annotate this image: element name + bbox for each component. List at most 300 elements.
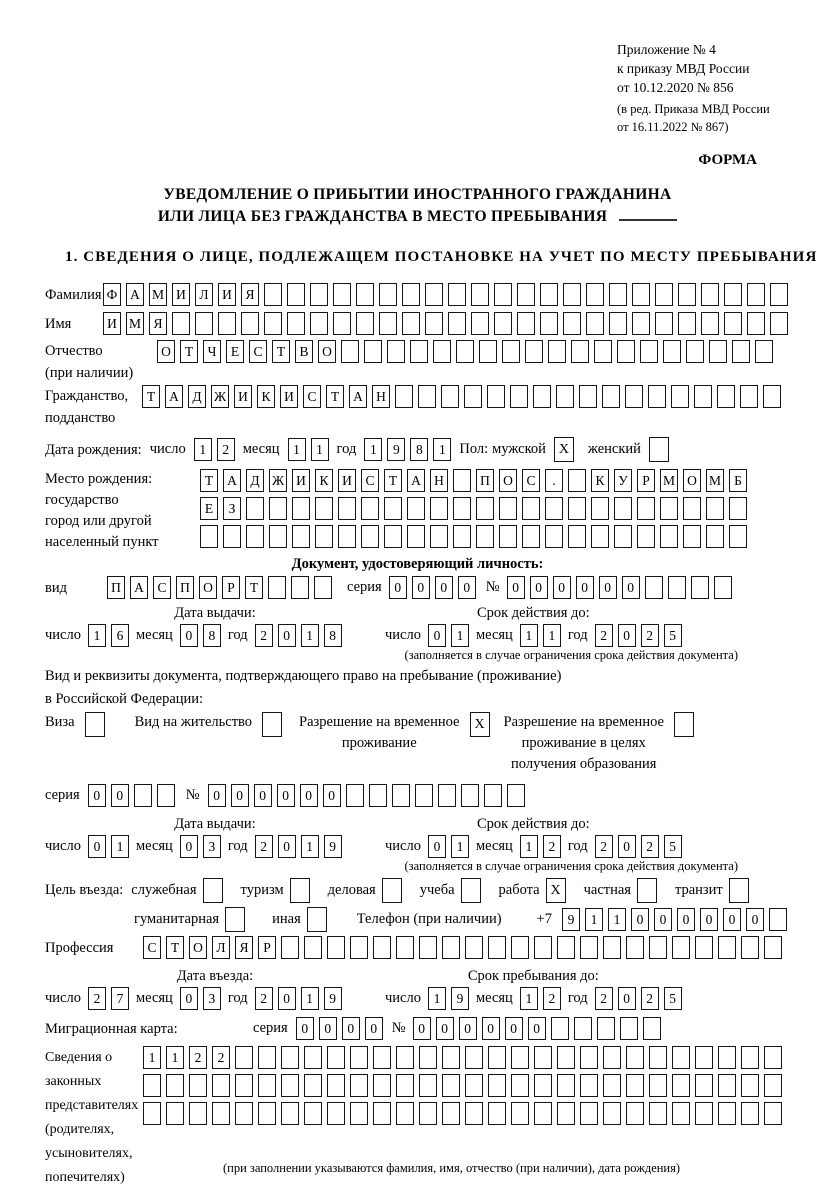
purpose-tourism-checkbox[interactable] [290, 878, 310, 903]
char-cell[interactable] [333, 283, 351, 306]
char-cell[interactable] [487, 385, 505, 408]
char-cell[interactable]: 0 [507, 576, 525, 599]
char-cell[interactable]: Ж [211, 385, 229, 408]
char-cell[interactable] [614, 525, 632, 548]
char-cell[interactable] [741, 936, 759, 959]
checkbox-cell[interactable]: X [546, 878, 566, 903]
char-cell[interactable]: Л [212, 936, 230, 959]
char-cell[interactable]: 1 [543, 624, 561, 647]
checkbox-cell[interactable]: X [554, 437, 574, 462]
char-cell[interactable] [258, 1102, 276, 1125]
char-cell[interactable] [507, 784, 525, 807]
purpose-humanitarian-checkbox[interactable] [225, 907, 245, 932]
char-cell[interactable]: 0 [576, 576, 594, 599]
char-cell[interactable] [586, 283, 604, 306]
char-cell[interactable] [540, 283, 558, 306]
char-cell[interactable]: В [295, 340, 313, 363]
char-cell[interactable] [461, 784, 479, 807]
char-cell[interactable] [511, 1074, 529, 1097]
char-cell[interactable]: 1 [433, 438, 451, 461]
residence-permit-checkbox[interactable] [262, 712, 282, 737]
char-cell[interactable]: 0 [296, 1017, 314, 1040]
char-cell[interactable] [438, 784, 456, 807]
char-cell[interactable] [310, 283, 328, 306]
char-cell[interactable]: И [234, 385, 252, 408]
doc-issue-day[interactable] [88, 624, 129, 647]
checkbox-cell[interactable] [382, 878, 402, 903]
char-cell[interactable] [350, 936, 368, 959]
char-cell[interactable] [396, 1102, 414, 1125]
char-cell[interactable]: О [499, 469, 517, 492]
char-cell[interactable] [281, 1046, 299, 1069]
char-cell[interactable] [269, 497, 287, 520]
char-cell[interactable] [626, 1074, 644, 1097]
char-cell[interactable] [620, 1017, 638, 1040]
char-cell[interactable]: И [280, 385, 298, 408]
purpose-official-checkbox[interactable] [203, 878, 223, 903]
char-cell[interactable] [668, 576, 686, 599]
char-cell[interactable] [591, 497, 609, 520]
char-cell[interactable]: Е [226, 340, 244, 363]
char-cell[interactable] [471, 312, 489, 335]
char-cell[interactable]: 1 [288, 438, 306, 461]
char-cell[interactable] [574, 1017, 592, 1040]
char-cell[interactable]: 0 [319, 1017, 337, 1040]
char-cell[interactable]: 1 [194, 438, 212, 461]
char-cell[interactable] [557, 936, 575, 959]
char-cell[interactable]: Д [246, 469, 264, 492]
checkbox-cell[interactable] [729, 878, 749, 903]
char-cell[interactable] [706, 497, 724, 520]
char-cell[interactable] [660, 497, 678, 520]
char-cell[interactable]: 2 [88, 987, 106, 1010]
purpose-business-checkbox[interactable] [382, 878, 402, 903]
char-cell[interactable] [580, 1102, 598, 1125]
char-cell[interactable] [143, 1102, 161, 1125]
doc-number-field[interactable] [507, 576, 732, 599]
char-cell[interactable] [557, 1046, 575, 1069]
char-cell[interactable]: Н [372, 385, 390, 408]
char-cell[interactable]: 0 [413, 1017, 431, 1040]
residence-valid-month[interactable] [520, 835, 561, 858]
char-cell[interactable]: 0 [88, 784, 106, 807]
char-cell[interactable] [433, 340, 451, 363]
doc-kind-field[interactable] [107, 576, 332, 599]
char-cell[interactable] [563, 312, 581, 335]
char-cell[interactable]: Т [200, 469, 218, 492]
char-cell[interactable] [304, 1102, 322, 1125]
char-cell[interactable]: 1 [451, 835, 469, 858]
char-cell[interactable]: 2 [595, 835, 613, 858]
char-cell[interactable] [281, 1074, 299, 1097]
char-cell[interactable] [568, 497, 586, 520]
char-cell[interactable]: 0 [88, 835, 106, 858]
char-cell[interactable] [718, 1074, 736, 1097]
char-cell[interactable] [373, 1102, 391, 1125]
profession-field[interactable] [143, 936, 782, 959]
char-cell[interactable] [534, 1046, 552, 1069]
char-cell[interactable] [686, 340, 704, 363]
char-cell[interactable] [741, 1046, 759, 1069]
char-cell[interactable] [511, 1102, 529, 1125]
char-cell[interactable] [396, 936, 414, 959]
char-cell[interactable]: 9 [562, 908, 580, 931]
char-cell[interactable]: Ф [103, 283, 121, 306]
char-cell[interactable] [672, 936, 690, 959]
birth-place-row2[interactable] [200, 497, 747, 520]
char-cell[interactable] [442, 1046, 460, 1069]
stay-year[interactable] [595, 987, 682, 1010]
char-cell[interactable] [189, 1102, 207, 1125]
char-cell[interactable] [346, 784, 364, 807]
char-cell[interactable]: С [249, 340, 267, 363]
residence-series-field[interactable] [88, 784, 175, 807]
char-cell[interactable]: 9 [324, 987, 342, 1010]
char-cell[interactable] [395, 385, 413, 408]
char-cell[interactable] [172, 312, 190, 335]
char-cell[interactable]: А [223, 469, 241, 492]
char-cell[interactable]: 1 [364, 438, 382, 461]
char-cell[interactable]: А [130, 576, 148, 599]
surname-field[interactable] [103, 283, 788, 306]
char-cell[interactable] [637, 525, 655, 548]
char-cell[interactable]: О [157, 340, 175, 363]
char-cell[interactable] [655, 312, 673, 335]
char-cell[interactable]: 0 [428, 624, 446, 647]
char-cell[interactable]: 1 [88, 624, 106, 647]
char-cell[interactable] [614, 497, 632, 520]
char-cell[interactable] [597, 1017, 615, 1040]
char-cell[interactable] [258, 1074, 276, 1097]
char-cell[interactable] [212, 1102, 230, 1125]
char-cell[interactable] [292, 497, 310, 520]
char-cell[interactable]: Р [258, 936, 276, 959]
char-cell[interactable]: 1 [428, 987, 446, 1010]
char-cell[interactable] [603, 1074, 621, 1097]
checkbox-cell[interactable] [637, 878, 657, 903]
char-cell[interactable] [563, 283, 581, 306]
checkbox-cell[interactable] [203, 878, 223, 903]
char-cell[interactable] [718, 1046, 736, 1069]
char-cell[interactable] [369, 784, 387, 807]
char-cell[interactable] [609, 283, 627, 306]
char-cell[interactable]: И [103, 312, 121, 335]
char-cell[interactable] [511, 1046, 529, 1069]
char-cell[interactable] [602, 385, 620, 408]
char-cell[interactable]: О [189, 936, 207, 959]
temporary-residence-checkbox[interactable] [470, 712, 490, 737]
char-cell[interactable] [419, 1102, 437, 1125]
char-cell[interactable] [484, 784, 502, 807]
char-cell[interactable]: И [218, 283, 236, 306]
patronymic-field[interactable] [157, 340, 773, 363]
char-cell[interactable]: 0 [435, 576, 453, 599]
char-cell[interactable] [718, 936, 736, 959]
char-cell[interactable] [258, 1046, 276, 1069]
char-cell[interactable] [522, 525, 540, 548]
residence-valid-day[interactable] [428, 835, 469, 858]
char-cell[interactable]: 0 [723, 908, 741, 931]
char-cell[interactable] [407, 525, 425, 548]
char-cell[interactable]: 0 [599, 576, 617, 599]
char-cell[interactable] [729, 497, 747, 520]
char-cell[interactable] [418, 385, 436, 408]
char-cell[interactable]: Т [384, 469, 402, 492]
char-cell[interactable]: 9 [451, 987, 469, 1010]
char-cell[interactable] [724, 283, 742, 306]
char-cell[interactable]: Р [637, 469, 655, 492]
char-cell[interactable] [430, 497, 448, 520]
char-cell[interactable]: 0 [389, 576, 407, 599]
char-cell[interactable]: Т [326, 385, 344, 408]
char-cell[interactable]: 0 [412, 576, 430, 599]
char-cell[interactable]: К [591, 469, 609, 492]
sex-male-checkbox[interactable] [554, 437, 574, 462]
char-cell[interactable]: 0 [746, 908, 764, 931]
char-cell[interactable]: 2 [543, 835, 561, 858]
char-cell[interactable] [166, 1074, 184, 1097]
char-cell[interactable] [350, 1102, 368, 1125]
char-cell[interactable]: Р [222, 576, 240, 599]
birth-day-field[interactable] [194, 438, 235, 461]
char-cell[interactable] [626, 936, 644, 959]
checkbox-cell[interactable] [649, 437, 669, 462]
char-cell[interactable] [591, 525, 609, 548]
char-cell[interactable]: 1 [585, 908, 603, 931]
char-cell[interactable] [701, 312, 719, 335]
char-cell[interactable]: 0 [180, 624, 198, 647]
char-cell[interactable]: Т [245, 576, 263, 599]
char-cell[interactable] [557, 1102, 575, 1125]
checkbox-cell[interactable] [262, 712, 282, 737]
char-cell[interactable]: 0 [278, 624, 296, 647]
char-cell[interactable] [706, 525, 724, 548]
char-cell[interactable] [695, 1102, 713, 1125]
char-cell[interactable] [327, 1102, 345, 1125]
char-cell[interactable]: 0 [208, 784, 226, 807]
char-cell[interactable]: 1 [520, 624, 538, 647]
char-cell[interactable]: И [338, 469, 356, 492]
char-cell[interactable] [683, 497, 701, 520]
birth-place-row3[interactable] [200, 525, 747, 548]
char-cell[interactable]: 9 [324, 835, 342, 858]
char-cell[interactable]: 0 [618, 835, 636, 858]
char-cell[interactable]: 0 [111, 784, 129, 807]
char-cell[interactable] [373, 1046, 391, 1069]
checkbox-cell[interactable]: X [470, 712, 490, 737]
representatives-row2[interactable] [143, 1074, 782, 1097]
char-cell[interactable]: 1 [301, 987, 319, 1010]
char-cell[interactable] [246, 497, 264, 520]
purpose-other-checkbox[interactable] [307, 907, 327, 932]
char-cell[interactable] [350, 1074, 368, 1097]
char-cell[interactable] [517, 283, 535, 306]
char-cell[interactable] [448, 312, 466, 335]
char-cell[interactable] [683, 525, 701, 548]
char-cell[interactable]: 1 [311, 438, 329, 461]
char-cell[interactable] [195, 312, 213, 335]
char-cell[interactable] [453, 525, 471, 548]
char-cell[interactable]: 0 [300, 784, 318, 807]
char-cell[interactable]: А [126, 283, 144, 306]
char-cell[interactable] [419, 1074, 437, 1097]
char-cell[interactable] [488, 936, 506, 959]
char-cell[interactable]: Т [180, 340, 198, 363]
char-cell[interactable] [551, 1017, 569, 1040]
citizenship-field[interactable] [142, 385, 781, 408]
char-cell[interactable] [545, 525, 563, 548]
char-cell[interactable]: 0 [278, 987, 296, 1010]
char-cell[interactable] [678, 312, 696, 335]
char-cell[interactable]: С [303, 385, 321, 408]
char-cell[interactable] [281, 936, 299, 959]
char-cell[interactable] [718, 1102, 736, 1125]
char-cell[interactable] [442, 1102, 460, 1125]
char-cell[interactable] [189, 1074, 207, 1097]
char-cell[interactable] [637, 497, 655, 520]
char-cell[interactable] [714, 576, 732, 599]
char-cell[interactable]: 0 [365, 1017, 383, 1040]
char-cell[interactable]: И [172, 283, 190, 306]
char-cell[interactable] [488, 1102, 506, 1125]
residence-valid-year[interactable] [595, 835, 682, 858]
char-cell[interactable]: Т [166, 936, 184, 959]
char-cell[interactable] [442, 936, 460, 959]
char-cell[interactable] [655, 283, 673, 306]
char-cell[interactable] [364, 340, 382, 363]
char-cell[interactable]: 0 [459, 1017, 477, 1040]
phone-field[interactable] [562, 908, 787, 931]
char-cell[interactable] [315, 525, 333, 548]
char-cell[interactable] [522, 497, 540, 520]
char-cell[interactable] [241, 312, 259, 335]
char-cell[interactable] [143, 1074, 161, 1097]
char-cell[interactable] [333, 312, 351, 335]
char-cell[interactable] [396, 1046, 414, 1069]
checkbox-cell[interactable] [307, 907, 327, 932]
char-cell[interactable] [691, 576, 709, 599]
checkbox-cell[interactable] [290, 878, 310, 903]
char-cell[interactable] [770, 312, 788, 335]
char-cell[interactable] [603, 1102, 621, 1125]
char-cell[interactable] [356, 312, 374, 335]
char-cell[interactable] [223, 525, 241, 548]
char-cell[interactable]: 0 [428, 835, 446, 858]
representatives-row1[interactable] [143, 1046, 782, 1069]
char-cell[interactable]: У [614, 469, 632, 492]
migration-number-field[interactable] [413, 1017, 661, 1040]
char-cell[interactable]: 2 [255, 835, 273, 858]
char-cell[interactable] [660, 525, 678, 548]
char-cell[interactable] [419, 1046, 437, 1069]
char-cell[interactable] [534, 936, 552, 959]
char-cell[interactable] [694, 385, 712, 408]
char-cell[interactable] [361, 497, 379, 520]
char-cell[interactable] [571, 340, 589, 363]
char-cell[interactable] [407, 497, 425, 520]
purpose-private-checkbox[interactable] [637, 878, 657, 903]
char-cell[interactable]: 1 [166, 1046, 184, 1069]
char-cell[interactable] [594, 340, 612, 363]
char-cell[interactable] [453, 497, 471, 520]
char-cell[interactable] [212, 1074, 230, 1097]
char-cell[interactable] [410, 340, 428, 363]
char-cell[interactable] [764, 936, 782, 959]
char-cell[interactable]: К [257, 385, 275, 408]
birth-place-row1[interactable] [200, 469, 747, 492]
char-cell[interactable] [502, 340, 520, 363]
char-cell[interactable]: О [318, 340, 336, 363]
char-cell[interactable]: Б [729, 469, 747, 492]
char-cell[interactable] [425, 312, 443, 335]
char-cell[interactable] [740, 385, 758, 408]
doc-issue-month[interactable] [180, 624, 221, 647]
char-cell[interactable] [724, 312, 742, 335]
char-cell[interactable]: 7 [111, 987, 129, 1010]
char-cell[interactable] [327, 1074, 345, 1097]
char-cell[interactable] [586, 312, 604, 335]
char-cell[interactable]: 0 [505, 1017, 523, 1040]
char-cell[interactable] [643, 1017, 661, 1040]
char-cell[interactable] [568, 525, 586, 548]
char-cell[interactable]: 0 [618, 987, 636, 1010]
char-cell[interactable]: 9 [387, 438, 405, 461]
stay-day[interactable] [428, 987, 469, 1010]
char-cell[interactable] [672, 1074, 690, 1097]
char-cell[interactable]: 2 [595, 987, 613, 1010]
char-cell[interactable] [649, 1046, 667, 1069]
char-cell[interactable] [269, 525, 287, 548]
char-cell[interactable]: 0 [622, 576, 640, 599]
char-cell[interactable] [338, 497, 356, 520]
char-cell[interactable] [741, 1102, 759, 1125]
char-cell[interactable]: А [165, 385, 183, 408]
char-cell[interactable] [663, 340, 681, 363]
entry-day[interactable] [88, 987, 129, 1010]
char-cell[interactable]: 0 [342, 1017, 360, 1040]
char-cell[interactable]: М [706, 469, 724, 492]
char-cell[interactable] [384, 497, 402, 520]
residence-issue-month[interactable] [180, 835, 221, 858]
char-cell[interactable] [341, 340, 359, 363]
char-cell[interactable]: А [349, 385, 367, 408]
char-cell[interactable]: 8 [324, 624, 342, 647]
char-cell[interactable] [361, 525, 379, 548]
char-cell[interactable]: 1 [301, 624, 319, 647]
char-cell[interactable] [476, 497, 494, 520]
char-cell[interactable] [441, 385, 459, 408]
checkbox-cell[interactable] [225, 907, 245, 932]
char-cell[interactable] [384, 525, 402, 548]
purpose-study-checkbox[interactable] [461, 878, 481, 903]
char-cell[interactable]: 1 [608, 908, 626, 931]
char-cell[interactable] [764, 1046, 782, 1069]
char-cell[interactable] [304, 1074, 322, 1097]
char-cell[interactable]: 1 [520, 835, 538, 858]
char-cell[interactable] [264, 312, 282, 335]
char-cell[interactable] [626, 1046, 644, 1069]
sex-female-checkbox[interactable] [649, 437, 669, 462]
char-cell[interactable] [281, 1102, 299, 1125]
char-cell[interactable] [747, 283, 765, 306]
char-cell[interactable] [488, 1046, 506, 1069]
doc-valid-month[interactable] [520, 624, 561, 647]
checkbox-cell[interactable] [674, 712, 694, 737]
char-cell[interactable] [448, 283, 466, 306]
char-cell[interactable]: 2 [543, 987, 561, 1010]
char-cell[interactable]: 5 [664, 835, 682, 858]
char-cell[interactable]: О [199, 576, 217, 599]
